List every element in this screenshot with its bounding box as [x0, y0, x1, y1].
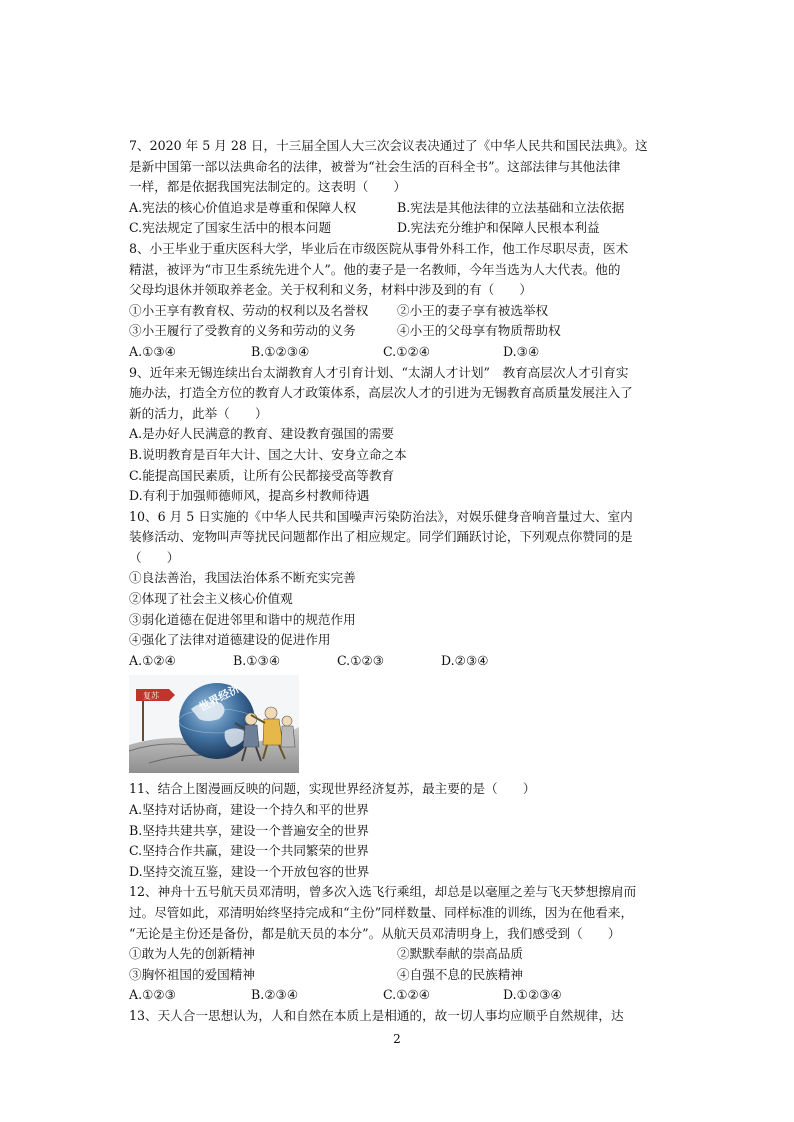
question-text: 父母均退休并领取养老金。关于权利和义务，材料中涉及到的有（ ）	[129, 282, 532, 298]
question-text: （ ）	[129, 549, 180, 565]
option-b[interactable]: B.坚持共建共享，建设一个普遍安全的世界	[129, 822, 369, 838]
option-c[interactable]: C.①②④	[383, 987, 431, 1003]
question-text: 10、6 月 5 日实施的《中华人民共和国噪声污染防治法》，对娱乐健身音响音量过大、室内	[129, 508, 633, 524]
statement-4: ④自强不息的民族精神	[397, 966, 523, 982]
statement-1: ①小王享有教育权、劳动的权利以及名誉权	[129, 302, 369, 318]
statements-row	[129, 944, 667, 965]
option-b[interactable]: B.②③④	[251, 987, 299, 1003]
options-row	[129, 218, 667, 239]
question-9	[129, 363, 667, 507]
statement-3: ③胸怀祖国的爱国精神	[129, 966, 255, 982]
options-row	[129, 651, 667, 672]
option-c[interactable]: C.宪法规定了国家生活中的根本问题	[129, 220, 332, 236]
statement-3: ③小王履行了受教育的义务和劳动的义务	[129, 323, 356, 339]
question-text: 8、小王毕业于重庆医科大学，毕业后在市级医院从事骨外科工作，他工作尽职尽责，医术	[129, 240, 629, 256]
question-10	[129, 507, 667, 672]
option-a[interactable]: A.①②④	[129, 652, 176, 668]
option-d[interactable]: D.③④	[503, 343, 540, 359]
statements-row	[129, 301, 667, 322]
statement-3: ③弱化道德在促进邻里和谐中的规范作用	[129, 611, 356, 627]
option-b[interactable]: B.①②③④	[251, 343, 310, 359]
question-13	[129, 1006, 667, 1027]
page-number: 2	[393, 1032, 401, 1046]
option-a[interactable]: A.①②③	[129, 987, 176, 1003]
option-b[interactable]: B.①③④	[233, 652, 281, 668]
sign-label: 复苏	[143, 691, 159, 701]
statement-1: ①敢为人先的创新精神	[129, 946, 255, 962]
option-b[interactable]: B.说明教育是百年大计、国之大计、安身立命之本	[129, 446, 407, 462]
questions-content	[129, 136, 667, 1027]
statement-1: ①良法善治，我国法治体系不断充实完善	[129, 570, 356, 586]
option-a[interactable]: A.宪法的核心价值追求是尊重和保障人权	[129, 199, 357, 215]
statements-row	[129, 965, 667, 986]
statement-2: ②默默奉献的崇高品质	[397, 946, 523, 962]
option-d[interactable]: D.②③④	[441, 652, 489, 668]
question-text: 过。尽管如此，邓清明始终坚持完成和“主份”同样数量、同样标准的训练，因为在他看来，	[129, 905, 634, 920]
options-row	[129, 342, 667, 363]
question-text: 精湛，被评为“市卫生系统先进个人”。他的妻子是一名教师，今年当选为人大代表。他的	[129, 261, 621, 277]
question-8	[129, 239, 667, 363]
options-row	[129, 985, 667, 1006]
option-b[interactable]: B.宪法是其他法律的立法基础和立法依据	[397, 199, 625, 215]
question-text: 新的活力，此举（ ）	[129, 405, 268, 421]
statement-4: ④小王的父母享有物质帮助权	[397, 323, 561, 339]
question-text: 是新中国第一部以法典命名的法律，被誉为“社会生活的百科全书”。这部法律与其他法律	[129, 158, 621, 174]
option-d[interactable]: D.宪法充分维护和保障人民根本利益	[397, 220, 600, 236]
option-a[interactable]: A.坚持对话协商，建设一个持久和平的世界	[129, 802, 369, 818]
question-text: 7、2020 年 5 月 28 日，十三届全国人大三次会议表决通过了《中华人民共和国民法典》。这	[129, 138, 648, 153]
world-economy-cartoon	[129, 675, 299, 773]
question-text: 9、近年来无锡连续出台太湖教育人才引育计划、“太湖人才计划” 教育高层次人才引育实	[129, 364, 629, 380]
question-text: “无论是主份还是备份，都是航天员的本分”。从航天员邓清明身上，我们感受到（ ）	[129, 925, 621, 941]
option-c[interactable]: C.能提高国民素质，让所有公民都接受高等教育	[129, 467, 395, 483]
question-text: 施办法，打造全方位的教育人才政策体系，高层次人才的引进为无锡教育高质量发展注入了	[129, 385, 633, 401]
option-c[interactable]: C.坚持合作共赢，建设一个共同繁荣的世界	[129, 843, 369, 859]
option-d[interactable]: D.坚持交流互鉴，建设一个开放包容的世界	[129, 863, 370, 879]
statement-4: ④强化了法律对道德建设的促进作用	[129, 632, 331, 648]
option-d[interactable]: D.有利于加强师德师风，提高乡村教师待遇	[129, 488, 370, 504]
option-a[interactable]: A.是办好人民满意的教育、建设教育强国的需要	[129, 426, 394, 442]
option-c[interactable]: C.①②④	[383, 343, 431, 359]
question-text: 12、神舟十五号航天员邓清明，曾多次入选飞行乘组，却总是以毫厘之差与飞天梦想擦肩而	[129, 884, 637, 900]
options-row	[129, 198, 667, 219]
statement-2: ②小王的妻子享有被选举权	[397, 302, 549, 318]
option-d[interactable]: D.①②③④	[503, 987, 562, 1003]
question-12	[129, 882, 667, 1006]
option-a[interactable]: A.①③④	[129, 343, 176, 359]
statements-row	[129, 321, 667, 342]
option-c[interactable]: C.①②③	[337, 652, 385, 668]
question-text: 一样，都是依据我国宪法制定的。这表明（ ）	[129, 179, 407, 195]
question-text: 11、结合上图漫画反映的问题，实现世界经济复苏，最主要的是（ ）	[129, 781, 536, 797]
question-text: 13、天人合一思想认为，人和自然在本质上是相通的，故一切人事均应顺乎自然规律，达	[129, 1007, 624, 1023]
question-7	[129, 136, 667, 239]
statement-2: ②体现了社会主义核心价值观	[129, 591, 293, 607]
question-11	[129, 779, 667, 882]
question-text: 装修活动、宠物叫声等扰民问题都作出了相应规定。同学们踊跃讨论，下列观点你赞同的是	[129, 529, 633, 545]
globe-label: 世界经济	[196, 682, 242, 715]
